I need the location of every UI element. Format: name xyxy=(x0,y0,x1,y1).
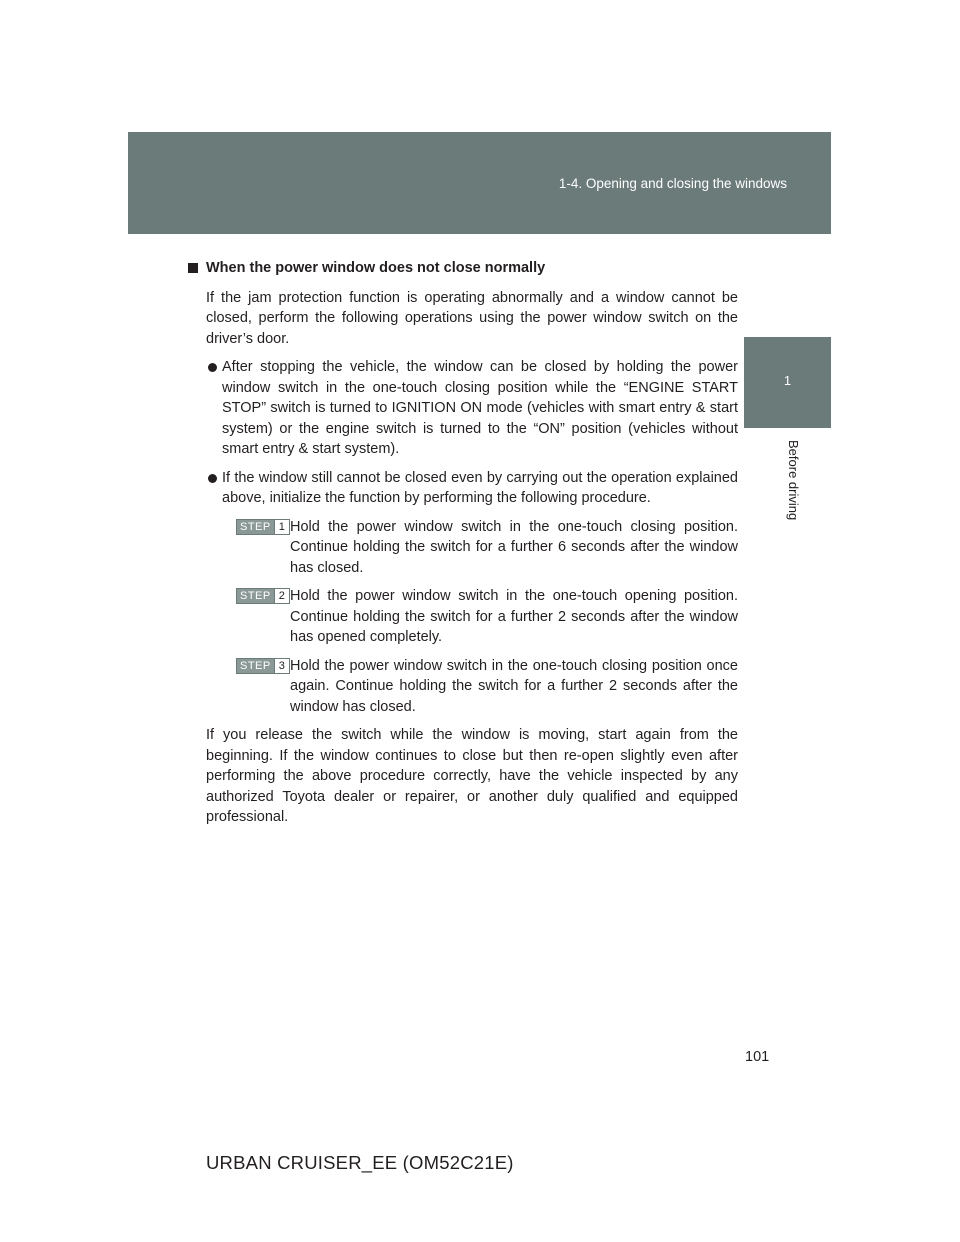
list-item xyxy=(206,468,738,509)
chapter-tab[interactable] xyxy=(744,337,831,428)
page-number: 101 xyxy=(745,1049,770,1065)
section-heading xyxy=(188,258,720,279)
step-number: 2 xyxy=(274,589,289,603)
procedure-step-2 xyxy=(206,586,738,648)
section-title: 1-4. Opening and closing the windows xyxy=(558,176,787,191)
bullet-text: If the window still cannot be closed even by carrying out the operation explained above, initialize the function by performing the following procedure. xyxy=(222,469,738,506)
section-heading-text: When the power window does not close normally xyxy=(206,260,546,276)
procedure-step-3 xyxy=(206,656,738,718)
step-badge xyxy=(236,519,290,535)
step-label: STEP xyxy=(237,589,274,603)
main-content xyxy=(206,258,738,836)
circle-bullet-icon xyxy=(208,363,217,372)
step-badge xyxy=(236,588,290,604)
step-text: Hold the power window switch in the one-touch opening position. Continue holding the switch for a further 2 seconds after the window has opened completely. xyxy=(290,588,738,645)
bullet-text: After stopping the vehicle, the window can be closed by holding the power window switch in the one-touch closing position while the “ENGINE START STOP” switch is turned to IGNITION ON mode (vehicles with smart entry & start system) or the engine switch is turned to the “ON” position (vehicles without smart entry & start system). xyxy=(222,359,738,457)
intro-paragraph: If the jam protection function is operating abnormally and a window cannot be closed, perform the following operations using the power window switch on the driver’s door. xyxy=(206,289,738,347)
chapter-label: Before driving xyxy=(786,440,801,521)
step-badge xyxy=(236,658,290,674)
square-bullet-icon xyxy=(188,263,198,273)
procedure-step-1 xyxy=(206,517,738,579)
step-number: 3 xyxy=(274,659,289,673)
step-text: Hold the power window switch in the one-touch closing position once again. Continue holding the switch for a further 2 seconds after the window has closed. xyxy=(290,657,738,715)
step-text: Hold the power window switch in the one-touch closing position. Continue holding the switch for a further 6 seconds after the window has closed. xyxy=(290,518,738,576)
step-number: 1 xyxy=(274,520,289,534)
step-label: STEP xyxy=(237,520,274,534)
step-label: STEP xyxy=(237,659,274,673)
document-footer: URBAN CRUISER_EE (OM52C21E) xyxy=(206,1152,514,1173)
closing-paragraph: If you release the switch while the window is moving, start again from the beginning. If the window continues to close but then re-open slightly even after performing the above procedure correctly, have the vehicle inspected by any authorized Toyota dealer or repairer, or another duly qualified and equipped professional. xyxy=(206,727,738,825)
circle-bullet-icon xyxy=(208,474,217,483)
header-band xyxy=(128,132,831,234)
list-item xyxy=(206,357,738,460)
chapter-number: 1 xyxy=(783,373,792,388)
